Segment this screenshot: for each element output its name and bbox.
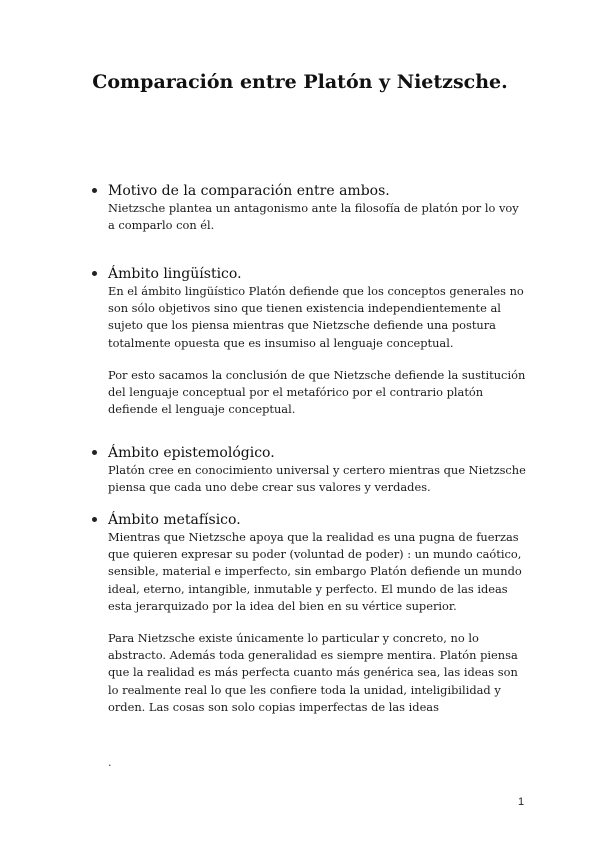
section-heading: Ámbito epistemológico.: [108, 445, 275, 461]
bullet-icon: [92, 188, 97, 193]
section-paragraph: Para Nietzsche existe únicamente lo particular y concreto, no lo abstracto. Además toda generalidad es siempre mentira. Platón piensa que la realidad es más perfecta cuanto más genérica sea, las ideas son lo realmente real lo que les confiere toda la unidad, inteligibilidad y orden. Las cosas son solo copias imperfectas de las ideas: [108, 631, 518, 714]
section-paragraph: Platón cree en conocimiento universal y certero mientras que Nietzsche piensa que cada uno debe crear sus valores y verdades.: [108, 463, 526, 495]
bullet-icon: [92, 450, 97, 455]
section-paragraph: Por esto sacamos la conclusión de que Nietzsche defiende la sustitución del lenguaje conceptual por el metafórico por el contrario platón defiende el lenguaje conceptual.: [108, 367, 526, 417]
section-linguistico: [108, 265, 528, 418]
section-metafisico: [108, 511, 528, 716]
bullet-icon: [92, 517, 97, 522]
trailing-mark: .: [108, 756, 112, 769]
section-paragraph: Nietzsche plantea un antagonismo ante la filosofía de platón por lo voy a comparlo con él.: [108, 201, 519, 233]
section-paragraph: En el ámbito lingüístico Platón defiende que los conceptos generales no son sólo objetivos sino que tienen existencia independientemente al sujeto que los piensa mientras que Nietzsche defiende una postura totalmente opuesta que es insumiso al lenguaje conceptual.: [108, 284, 524, 350]
page-number: 1: [518, 796, 525, 808]
section-heading: Ámbito lingüístico.: [108, 266, 242, 282]
document-title: Comparación entre Platón y Nietzsche.: [92, 71, 508, 93]
section-paragraph: Mientras que Nietzsche apoya que la realidad es una pugna de fuerzas que quieren expresar su poder (voluntad de poder) : un mundo caótico, sensible, material e imperfecto, sin embargo Platón defiende un mundo ideal, eterno, intangible, inmutable y perfecto. El mundo de las ideas esta jerarquizado por la idea del bien en su vértice superior.: [108, 530, 522, 613]
section-epistemologico: [108, 444, 528, 496]
section-motivo: [108, 182, 528, 234]
section-heading: Ámbito metafísico.: [108, 512, 241, 528]
section-heading: Motivo de la comparación entre ambos.: [108, 183, 390, 199]
bullet-icon: [92, 271, 97, 276]
